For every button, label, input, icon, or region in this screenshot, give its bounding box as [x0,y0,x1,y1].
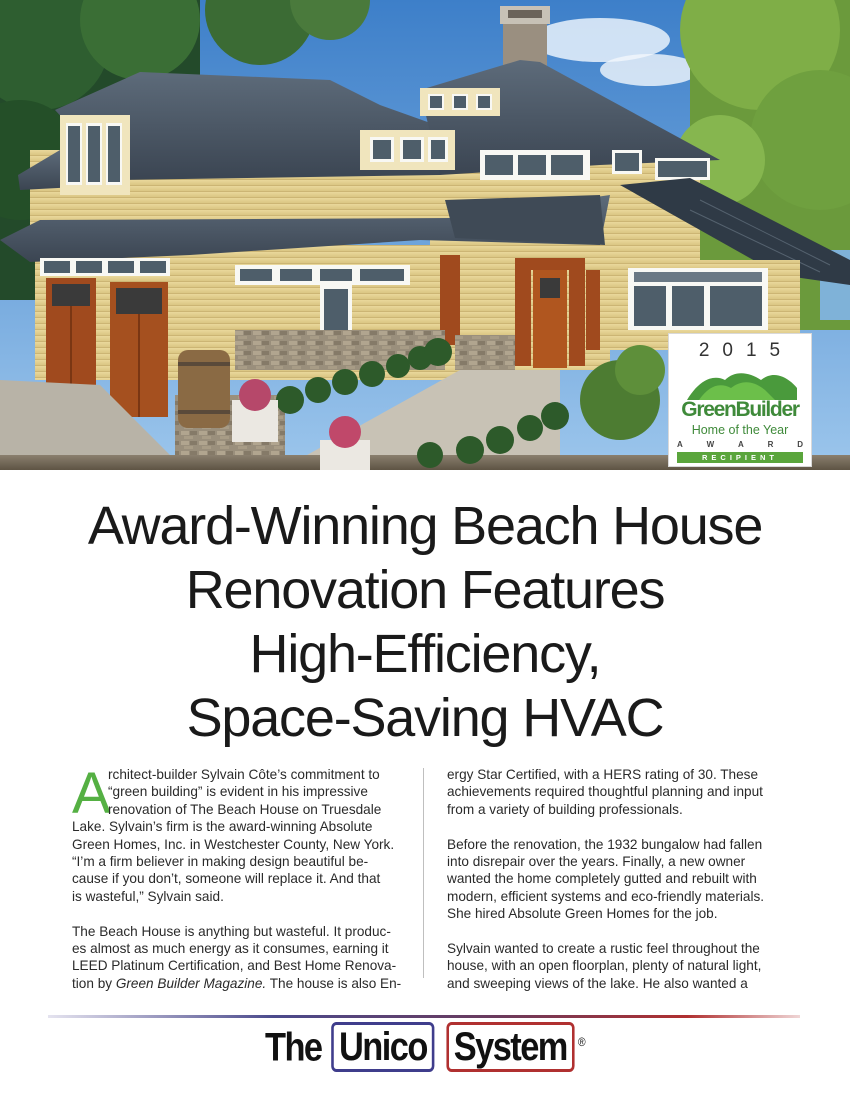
text-fragment: tion by [72,975,116,991]
badge-award-letter: W [706,440,715,449]
text-line: Sylvain wanted to create a rustic feel throughout the [447,941,760,957]
text-line: house, with an open floorplan, plenty of natural light, [447,958,762,974]
badge-brand-name: GreenBuilder [681,398,799,421]
green-builder-leaf-icon [679,366,803,402]
magazine-name: Green Builder Magazine. [115,975,267,991]
title-line: Space-Saving HVAC [186,688,664,748]
badge-award-letter: A [738,440,744,449]
badge-award-letters [677,440,803,449]
title-line: Renovation Features [185,560,665,620]
text-line: from a variety of building professionals. [447,801,683,817]
badge-award-letter: A [677,440,683,449]
logo-word-boxed: Unico [332,1022,435,1072]
award-badge [668,333,812,467]
text-line: rchitect-builder Sylvain Côte’s commitment to [108,767,380,782]
drop-cap: A [72,761,111,826]
text-line: into disrepair over the years. Finally, a new owner [447,854,746,870]
paragraph [447,940,777,992]
page-title [20,494,830,750]
paragraph [72,923,402,993]
text-line: modern, efficient systems and eco-friendly materials. [447,888,765,904]
text-line: achievements required thoughtful planning and input [447,784,763,800]
logo-wordmark [265,1020,584,1072]
text-line: Green Homes, Inc. in Westchester County, New York. [72,836,395,852]
paragraph [447,766,777,818]
text-line: The Beach House is anything but wasteful. It produc- [72,923,391,939]
text-line: es almost as much energy as it consumes, earning it [72,941,389,957]
text-fragment: The house is also En- [266,975,402,991]
text-line: Lake. Sylvain’s firm is the award-winning Absolute [72,819,373,835]
text-line: is wasteful,” Sylvain said. [72,888,224,904]
text-line: ergy Star Certified, with a HERS rating of 30. These [447,767,759,782]
text-line: wanted the home completely gutted and rebuilt with [447,871,757,887]
text-line [72,975,402,992]
registered-mark: ® [578,1034,585,1049]
text-line: Before the renovation, the 1932 bungalow had fallen [447,836,763,852]
text-line: and sweeping views of the lake. He also wanted a [447,975,748,991]
badge-year: 2015 [698,340,794,361]
text-line: “I’m a firm believer in making design beautiful be- [72,854,369,870]
logo-word-boxed: System [446,1022,575,1072]
column-divider [423,768,424,978]
text-line: cause if you don’t, someone will replace it. And that [72,871,381,887]
text-line: LEED Platinum Certification, and Best Home Renova- [72,958,397,974]
article-column-right [447,766,777,1010]
hero-photo [0,0,850,470]
text-line: renovation of The Beach House on Truesdale [108,801,382,817]
badge-subtitle: Home of the Year [691,423,789,437]
text-line: “green building” is evident in his impressive [108,784,368,800]
article-column-left [72,761,402,1010]
title-line: Award-Winning Beach House [87,496,763,556]
unico-system-logo [0,1020,850,1072]
badge-award-letter: D [797,440,803,449]
title-line: High-Efficiency, [249,624,601,684]
paragraph [72,761,402,905]
badge-award-letter: R [767,440,774,449]
footer-divider [48,1015,800,1018]
badge-recipient-bar: RECIPIENT [677,452,803,463]
logo-word: The [265,1025,322,1070]
text-line: She hired Absolute Green Homes for the job. [447,906,718,922]
paragraph [447,836,777,923]
